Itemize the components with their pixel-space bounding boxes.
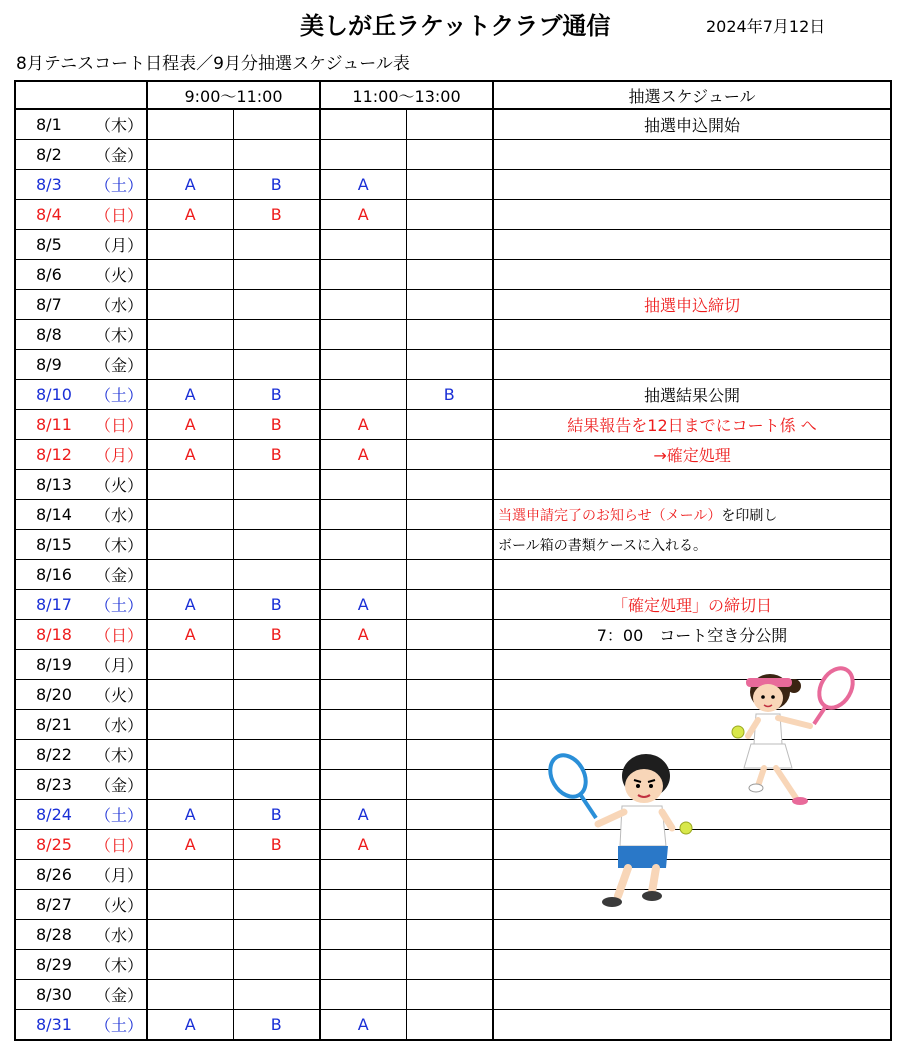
slot2-court-b [406, 500, 493, 530]
slot1-court-a [147, 710, 233, 740]
slot2-court-a [320, 950, 406, 980]
slot2-court-a: A [320, 200, 406, 230]
slot2-court-b [406, 230, 493, 260]
slot2-court-a [320, 530, 406, 560]
slot2-court-a [320, 109, 406, 140]
schedule-subtitle: 8月テニスコート日程表／9月分抽選スケジュール表 [16, 54, 410, 74]
weekday-cell: （月） [87, 440, 147, 470]
slot1-court-a: A [147, 200, 233, 230]
date-cell: 8/27 [15, 890, 87, 920]
tennis-girl-illustration [718, 660, 858, 810]
slot1-court-a: A [147, 830, 233, 860]
date-cell: 8/8 [15, 320, 87, 350]
slot1-court-b [233, 470, 320, 500]
slot1-court-b [233, 770, 320, 800]
slot1-court-a [147, 350, 233, 380]
header-slot1: 9:00〜11:00 [147, 81, 320, 109]
date-cell: 8/22 [15, 740, 87, 770]
weekday-cell: （水） [87, 920, 147, 950]
slot1-court-b [233, 710, 320, 740]
slot2-court-a [320, 290, 406, 320]
slot1-court-b: B [233, 380, 320, 410]
slot2-court-b [406, 860, 493, 890]
slot1-court-a: A [147, 1010, 233, 1041]
slot2-court-a [320, 710, 406, 740]
header-date-cell [15, 81, 147, 109]
slot1-court-b: B [233, 830, 320, 860]
slot1-court-a [147, 980, 233, 1010]
slot1-court-b [233, 650, 320, 680]
slot1-court-b [233, 260, 320, 290]
slot1-court-a [147, 950, 233, 980]
slot2-court-a [320, 980, 406, 1010]
slot2-court-a [320, 320, 406, 350]
date-cell: 8/10 [15, 380, 87, 410]
slot1-court-b: B [233, 620, 320, 650]
slot2-court-a [320, 860, 406, 890]
table-row [15, 560, 891, 590]
slot1-court-b: B [233, 170, 320, 200]
slot1-court-b [233, 530, 320, 560]
weekday-cell: （土） [87, 590, 147, 620]
slot1-court-b: B [233, 410, 320, 440]
table-row [15, 500, 891, 530]
slot1-court-a: A [147, 170, 233, 200]
slot1-court-b [233, 890, 320, 920]
slot1-court-a [147, 650, 233, 680]
slot2-court-a: A [320, 800, 406, 830]
slot1-court-b [233, 290, 320, 320]
slot1-court-a [147, 320, 233, 350]
weekday-cell: （土） [87, 1010, 147, 1041]
date-cell: 8/2 [15, 140, 87, 170]
date-cell: 8/20 [15, 680, 87, 710]
slot2-court-b [406, 680, 493, 710]
slot1-court-a [147, 560, 233, 590]
date-cell: 8/19 [15, 650, 87, 680]
slot1-court-b [233, 320, 320, 350]
slot1-court-b [233, 560, 320, 590]
schedule-note: 抽選結果公開 [493, 380, 891, 410]
slot2-court-a [320, 380, 406, 410]
table-row [15, 109, 891, 140]
slot1-court-a [147, 109, 233, 140]
notice-red-part: 当選申請完了のお知らせ（メール） [498, 507, 722, 524]
table-row [15, 950, 891, 980]
date-cell: 8/14 [15, 500, 87, 530]
slot1-court-a: A [147, 440, 233, 470]
slot2-court-a: A [320, 170, 406, 200]
slot2-court-b [406, 920, 493, 950]
slot2-court-a: A [320, 410, 406, 440]
table-row [15, 320, 891, 350]
slot2-court-b [406, 560, 493, 590]
slot2-court-a [320, 500, 406, 530]
slot1-court-b: B [233, 1010, 320, 1041]
slot2-court-b [406, 800, 493, 830]
slot2-court-b [406, 950, 493, 980]
schedule-note: 抽選申込締切 [493, 290, 891, 320]
schedule-note [493, 140, 891, 170]
slot2-court-b [406, 620, 493, 650]
slot1-court-b [233, 500, 320, 530]
schedule-note: ボール箱の書類ケースに入れる。 [493, 530, 891, 560]
schedule-note [493, 350, 891, 380]
weekday-cell: （水） [87, 290, 147, 320]
date-cell: 8/6 [15, 260, 87, 290]
date-cell: 8/12 [15, 440, 87, 470]
schedule-note [493, 470, 891, 500]
slot1-court-a: A [147, 380, 233, 410]
date-cell: 8/25 [15, 830, 87, 860]
schedule-note [493, 560, 891, 590]
date-cell: 8/31 [15, 1010, 87, 1041]
weekday-cell: （土） [87, 380, 147, 410]
slot2-court-a [320, 230, 406, 260]
slot2-court-b [406, 770, 493, 800]
table-row [15, 410, 891, 440]
slot1-court-a [147, 740, 233, 770]
weekday-cell: （水） [87, 500, 147, 530]
slot1-court-a [147, 260, 233, 290]
slot2-court-a [320, 470, 406, 500]
schedule-note [493, 950, 891, 980]
header-schedule: 抽選スケジュール [493, 81, 891, 109]
slot2-court-a [320, 770, 406, 800]
slot1-court-b [233, 350, 320, 380]
slot1-court-b [233, 920, 320, 950]
slot2-court-a: A [320, 620, 406, 650]
slot1-court-a [147, 470, 233, 500]
slot2-court-b [406, 260, 493, 290]
slot1-court-a [147, 920, 233, 950]
slot2-court-b [406, 200, 493, 230]
slot1-court-b: B [233, 200, 320, 230]
schedule-note [493, 980, 891, 1010]
schedule-note [493, 200, 891, 230]
weekday-cell: （金） [87, 770, 147, 800]
slot1-court-b [233, 230, 320, 260]
issue-date: 2024年7月12日 [706, 17, 826, 36]
schedule-note: 7：00 コート空き分公開 [493, 620, 891, 650]
schedule-note [493, 320, 891, 350]
date-cell: 8/4 [15, 200, 87, 230]
weekday-cell: （木） [87, 950, 147, 980]
weekday-cell: （木） [87, 109, 147, 140]
slot2-court-a [320, 890, 406, 920]
date-cell: 8/15 [15, 530, 87, 560]
date-cell: 8/30 [15, 980, 87, 1010]
table-row [15, 170, 891, 200]
schedule-note: →確定処理 [493, 440, 891, 470]
slot1-court-a: A [147, 800, 233, 830]
slot1-court-b [233, 680, 320, 710]
slot2-court-b [406, 830, 493, 860]
slot1-court-a [147, 230, 233, 260]
table-row [15, 920, 891, 950]
date-cell: 8/17 [15, 590, 87, 620]
slot1-court-b [233, 140, 320, 170]
slot2-court-b [406, 710, 493, 740]
slot1-court-b [233, 980, 320, 1010]
schedule-note [493, 260, 891, 290]
slot2-court-b [406, 109, 493, 140]
slot1-court-a [147, 290, 233, 320]
slot1-court-a: A [147, 410, 233, 440]
slot2-court-a [320, 140, 406, 170]
slot1-court-b [233, 860, 320, 890]
table-row [15, 380, 891, 410]
schedule-note [493, 1010, 891, 1041]
table-row [15, 530, 891, 560]
slot1-court-a [147, 530, 233, 560]
date-cell: 8/28 [15, 920, 87, 950]
schedule-note [493, 500, 891, 530]
date-cell: 8/13 [15, 470, 87, 500]
slot2-court-b [406, 350, 493, 380]
newsletter-title: 美しが丘ラケットクラブ通信 [300, 12, 611, 40]
slot1-court-b [233, 740, 320, 770]
slot1-court-a [147, 140, 233, 170]
slot2-court-b [406, 590, 493, 620]
table-row [15, 620, 891, 650]
weekday-cell: （金） [87, 980, 147, 1010]
table-row [15, 200, 891, 230]
slot2-court-a: A [320, 1010, 406, 1041]
schedule-note: 「確定処理」の締切日 [493, 590, 891, 620]
weekday-cell: （木） [87, 740, 147, 770]
table-row [15, 860, 891, 890]
table-row [15, 890, 891, 920]
table-row [15, 440, 891, 470]
table-row [15, 470, 891, 500]
schedule-note [493, 920, 891, 950]
table-row [15, 140, 891, 170]
slot2-court-a [320, 920, 406, 950]
slot2-court-b [406, 290, 493, 320]
weekday-cell: （土） [87, 170, 147, 200]
table-row [15, 590, 891, 620]
slot2-court-b [406, 440, 493, 470]
weekday-cell: （月） [87, 230, 147, 260]
date-cell: 8/5 [15, 230, 87, 260]
schedule-note [493, 230, 891, 260]
date-cell: 8/16 [15, 560, 87, 590]
slot2-court-b [406, 530, 493, 560]
weekday-cell: （火） [87, 680, 147, 710]
slot2-court-a: A [320, 590, 406, 620]
slot1-court-b: B [233, 440, 320, 470]
table-row [15, 290, 891, 320]
slot2-court-b [406, 170, 493, 200]
tennis-boy-illustration [540, 746, 710, 921]
date-cell: 8/21 [15, 710, 87, 740]
slot2-court-b [406, 1010, 493, 1041]
slot2-court-b [406, 470, 493, 500]
table-row [15, 350, 891, 380]
schedule-note: 抽選申込開始 [493, 109, 891, 140]
weekday-cell: （日） [87, 620, 147, 650]
table-row [15, 230, 891, 260]
weekday-cell: （火） [87, 260, 147, 290]
slot2-court-b [406, 650, 493, 680]
weekday-cell: （土） [87, 800, 147, 830]
weekday-cell: （火） [87, 890, 147, 920]
header-slot2: 11:00〜13:00 [320, 81, 493, 109]
weekday-cell: （月） [87, 650, 147, 680]
slot2-court-b [406, 740, 493, 770]
slot1-court-b [233, 950, 320, 980]
slot2-court-a [320, 350, 406, 380]
slot1-court-a [147, 860, 233, 890]
slot2-court-b [406, 890, 493, 920]
date-cell: 8/29 [15, 950, 87, 980]
date-cell: 8/26 [15, 860, 87, 890]
slot1-court-b: B [233, 590, 320, 620]
slot2-court-a: A [320, 830, 406, 860]
slot2-court-a: A [320, 440, 406, 470]
weekday-cell: （金） [87, 350, 147, 380]
date-cell: 8/3 [15, 170, 87, 200]
weekday-cell: （月） [87, 860, 147, 890]
date-cell: 8/9 [15, 350, 87, 380]
table-header-row [15, 81, 891, 109]
weekday-cell: （金） [87, 560, 147, 590]
slot2-court-a [320, 740, 406, 770]
slot1-court-a [147, 770, 233, 800]
table-row [15, 980, 891, 1010]
table-row [15, 1010, 891, 1041]
date-cell: 8/23 [15, 770, 87, 800]
date-cell: 8/24 [15, 800, 87, 830]
weekday-cell: （火） [87, 470, 147, 500]
table-row [15, 830, 891, 860]
slot2-court-a [320, 680, 406, 710]
weekday-cell: （金） [87, 140, 147, 170]
slot2-court-b: B [406, 380, 493, 410]
slot1-court-a [147, 500, 233, 530]
weekday-cell: （水） [87, 710, 147, 740]
weekday-cell: （日） [87, 200, 147, 230]
weekday-cell: （日） [87, 410, 147, 440]
date-cell: 8/11 [15, 410, 87, 440]
slot2-court-b [406, 320, 493, 350]
slot1-court-a [147, 890, 233, 920]
slot1-court-a: A [147, 590, 233, 620]
date-cell: 8/1 [15, 109, 87, 140]
date-cell: 8/18 [15, 620, 87, 650]
slot1-court-a [147, 680, 233, 710]
weekday-cell: （木） [87, 530, 147, 560]
slot2-court-a [320, 650, 406, 680]
weekday-cell: （日） [87, 830, 147, 860]
notice-black-part: を印刷し [721, 507, 778, 524]
slot1-court-b [233, 109, 320, 140]
table-row [15, 260, 891, 290]
slot2-court-b [406, 140, 493, 170]
schedule-table [14, 80, 892, 1041]
slot2-court-a [320, 560, 406, 590]
slot1-court-b: B [233, 800, 320, 830]
slot2-court-b [406, 410, 493, 440]
weekday-cell: （木） [87, 320, 147, 350]
schedule-note: 結果報告を12日までにコート係 へ [493, 410, 891, 440]
schedule-note [493, 170, 891, 200]
slot1-court-a: A [147, 620, 233, 650]
slot2-court-a [320, 260, 406, 290]
date-cell: 8/7 [15, 290, 87, 320]
slot2-court-b [406, 980, 493, 1010]
